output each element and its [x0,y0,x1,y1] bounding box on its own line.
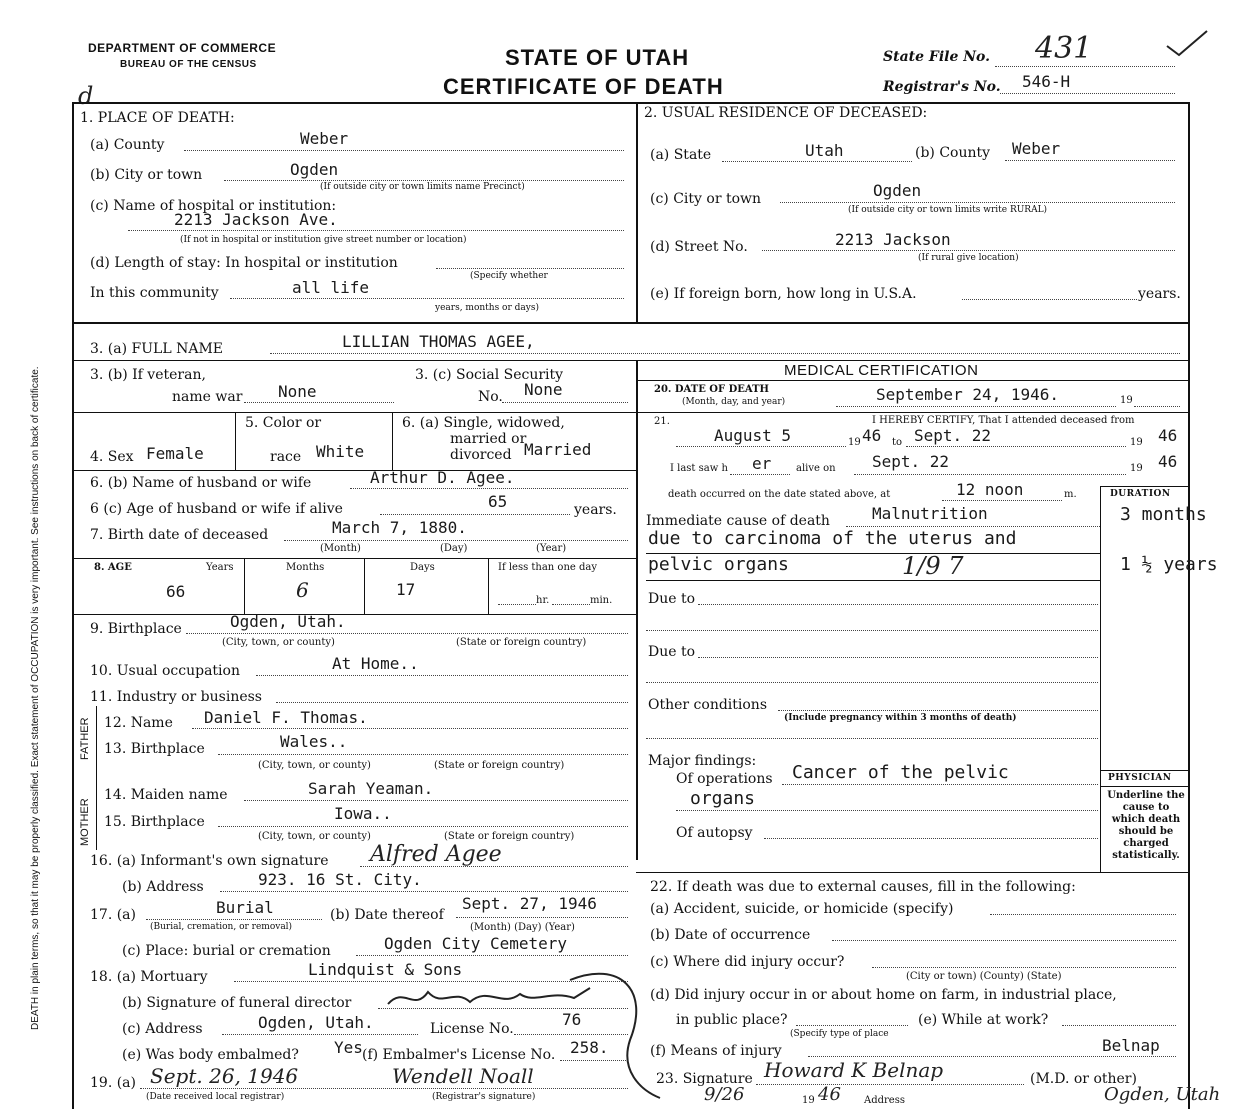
county-value: Weber [300,129,349,148]
physician-note: Underline the cause to which death should be charged statistically. [1107,790,1185,861]
father-birth-note-city: (City, town, or county) [258,760,371,771]
other-conditions-note: (Include pregnancy within 3 months of death) [784,713,1017,723]
occupation-label: 10. Usual occupation [90,663,240,679]
ext-d2-label: in public place? [676,1012,788,1028]
father-name-value: Daniel F. Thomas. [204,708,368,727]
physician-address: Ogden, Utah [1104,1084,1221,1105]
major-findings-label: Major findings: [648,753,757,769]
res-street-value: 2213 Jackson [835,230,951,249]
birth-label: 7. Birth date of deceased [90,527,269,543]
mortuary-value: Lindquist & Sons [308,960,463,979]
operations-label: Of operations [676,771,773,787]
registrar-label: Registrar's No. [883,79,1001,95]
years-label: years. [574,502,617,518]
mother-birth-value: Iowa.. [334,804,392,823]
immediate-duration: 3 months [1120,504,1207,525]
city-note: (If outside city or town limits name Precinct) [320,182,525,192]
operations-value: Cancer of the pelvic [792,762,1009,783]
physician-signature: Howard K Belnap [764,1058,944,1082]
date-of-death-value: September 24, 1946. [876,385,1060,404]
license-label: License No. [430,1021,514,1037]
informant-label: 16. (a) Informant's own signature [90,853,329,869]
to-label: to [892,437,903,448]
date-of-death-suffix: 19 [1120,395,1133,406]
signature-label: 23. Signature [656,1071,753,1087]
md-label: (M.D. or other) [1030,1071,1137,1087]
occupation-value: At Home.. [332,654,419,673]
ext-d-note: (Specify type of place [790,1029,889,1039]
stay-note-2: years, months or days) [435,303,539,313]
received-note-sig: (Registrar's signature) [432,1092,536,1102]
date-of-death-note: (Month, day, and year) [682,397,786,407]
signature-date: 9/26 [704,1084,745,1105]
industry-label: 11. Industry or business [90,689,262,705]
embalmer-value: 258. [570,1038,609,1057]
state-file-label: State File No. [883,49,991,65]
margin-instructions: DEATH in plain terms, so that it may be properly classified. Exact statement of OCCUPATION is very important. See instructions on back of certificate. [30,366,41,1030]
state-file-number: 431 [1035,31,1093,66]
less-than-day-label: If less than one day [498,562,597,573]
duration-header: DURATION [1110,489,1171,499]
stay-note: (Specify whether [470,271,548,281]
min-label: min. [590,595,613,606]
county-label: (a) County [90,137,165,153]
mother-birth-note-state: (State or foreign country) [444,831,575,842]
ext-e-label: (e) While at work? [918,1012,1049,1028]
marital-value: Married [524,440,592,459]
mortuary-address-value: Ogden, Utah. [258,1013,374,1032]
last-saw-her: er [752,454,772,473]
res-city-label: (c) City or town [650,191,762,207]
informant-address-value: 923. 16 St. City. [258,870,422,889]
veteran-label: 3. (b) If veteran, [90,367,206,383]
mother-tag: MOTHER [79,798,91,846]
birthplace-label: 9. Birthplace [90,621,182,637]
medical-heading: MEDICAL CERTIFICATION [784,362,979,379]
attend-from-year: 46 [862,426,882,445]
residence-heading: 2. USUAL RESIDENCE OF DECEASED: [644,105,928,121]
certify-number: 21. [654,416,670,427]
age-months-value: 6 [296,578,309,602]
mother-maiden-label: 14. Maiden name [104,787,228,803]
hospital-label: (c) Name of hospital or institution: [90,198,337,214]
father-birth-label: 13. Birthplace [104,741,205,757]
death-time: 12 noon [956,480,1024,499]
father-tag: FATHER [79,717,91,760]
checkmark-icon [1165,28,1210,58]
code-mark: 1/9 7 [902,552,964,580]
ext-a-label: (a) Accident, suicide, or homicide (specify) [650,901,954,917]
due-to-line-1: due to carcinoma of the uterus and [648,528,1017,549]
received-date: Sept. 26, 1946 [150,1064,299,1088]
res-county-label: (b) County [915,145,991,161]
foreign-label: (e) If foreign born, how long in U.S.A. [650,286,917,302]
external-causes-label: 22. If death was due to external causes, fill in the following: [650,879,1076,895]
age-days-header: Days [410,562,435,573]
due-to-duration: 1 ½ years [1120,554,1218,575]
hr-label: hr. [536,595,550,606]
attend-to-year: 46 [1158,426,1178,445]
hospital-value: 2213 Jackson Ave. [174,210,338,229]
city-value: Ogden [290,160,339,179]
birthplace-note-state: (State or foreign country) [456,637,587,648]
last-saw-date: Sept. 22 [872,452,950,471]
res-city-note: (If outside city or town limits write RURAL) [848,205,1048,215]
age-days-value: 17 [396,580,416,599]
attend-from: August 5 [714,426,792,445]
date-thereof-value: Sept. 27, 1946 [462,894,597,913]
last-saw-year: 46 [1158,452,1178,471]
birth-value: March 7, 1880. [332,518,467,537]
signature-year: 46 [818,1084,841,1105]
age-years-value: 66 [166,582,186,601]
ss-no-label: No. [478,389,503,405]
autopsy-label: Of autopsy [676,825,753,841]
ext-c-note: (City or town) (County) (State) [906,971,1062,982]
ext-f-value: Belnap [1102,1036,1160,1055]
age-months-header: Months [286,562,325,573]
birthplace-value: Ogden, Utah. [230,612,346,631]
mortuary-label: 18. (a) Mortuary [90,969,208,985]
res-street-note: (If rural give location) [918,253,1019,263]
marital-label: 6. (a) Single, widowed, [402,415,565,431]
sex-value: Female [146,444,204,463]
father-birth-note-state: (State or foreign country) [434,760,565,771]
husband-age-label: 6 (c) Age of husband or wife if alive [90,501,343,517]
ext-c-label: (c) Where did injury occur? [650,954,845,970]
birth-year-note: (Year) [536,543,567,554]
other-conditions-label: Other conditions [648,697,768,713]
color-label: 5. Color or [245,415,322,431]
bureau-label: BUREAU OF THE CENSUS [120,59,257,70]
hospital-note: (If not in hospital or institution give street number or location) [180,235,467,245]
date-thereof-label: (b) Date thereof [330,907,444,923]
res-city-value: Ogden [873,181,922,200]
m-suffix: m. [1064,489,1077,500]
received-note-date: (Date received local registrar) [146,1092,285,1102]
age-label: 8. AGE [94,562,132,573]
full-name-label: 3. (a) FULL NAME [90,341,223,357]
last-saw-label: I last saw h [670,463,728,474]
race-value: White [316,442,365,461]
ext-f-label: (f) Means of injury [650,1043,782,1059]
due-to-label-2: Due to [648,644,696,660]
date-thereof-note: (Month) (Day) (Year) [470,922,575,933]
certificate-title: CERTIFICATE OF DEATH [443,74,724,99]
due-to-line-2: pelvic organs [648,554,789,575]
state-title: STATE OF UTAH [505,45,690,70]
embalmer-label: (f) Embalmer's License No. [362,1047,556,1063]
full-name-value: LILLIAN THOMAS AGEE, [342,332,535,351]
immediate-cause-label: Immediate cause of death [646,513,830,529]
date-of-death-label: 20. DATE OF DEATH [654,384,769,395]
ext-d-label: (d) Did injury occur in or about home on farm, in industrial place, [650,987,1117,1003]
signature-flourish [560,960,670,1100]
res-street-label: (d) Street No. [650,239,748,255]
ext-b-label: (b) Date of occurrence [650,927,811,943]
burial-label: 17. (a) [90,907,136,923]
attend-to-19: 19 [1130,437,1143,448]
alive-on-label: alive on [796,463,836,474]
mother-birth-label: 15. Birthplace [104,814,205,830]
informant-address-label: (b) Address [122,879,204,895]
informant-signature: Alfred Agee [370,842,502,867]
department-label: DEPARTMENT OF COMMERCE [88,41,277,55]
age-years-header: Years [206,562,234,573]
license-value: 76 [562,1010,582,1029]
city-label: (b) City or town [90,167,203,183]
ss-label: 3. (c) Social Security [415,367,564,383]
ss-value: None [524,380,563,399]
birthplace-note-city: (City, town, or county) [222,637,335,648]
father-name-label: 12. Name [104,715,173,731]
burial-note: (Burial, cremation, or removal) [150,922,293,932]
war-label: name war [172,389,243,405]
race-label: race [270,449,302,465]
embalmed-label: (e) Was body embalmed? [122,1047,299,1063]
birth-month-note: (Month) [320,543,361,554]
stay-label: (d) Length of stay: In hospital or institution [90,255,398,271]
director-label: (b) Signature of funeral director [122,995,352,1011]
place-burial-label: (c) Place: burial or cremation [122,943,331,959]
res-state-label: (a) State [650,147,712,163]
father-birth-value: Wales.. [280,732,348,751]
mother-maiden-value: Sarah Yeaman. [308,779,434,798]
physician-header: PHYSICIAN [1108,773,1172,783]
marital-label-2: married or [450,431,527,447]
community-value: all life [292,278,370,297]
place-of-death-heading: 1. PLACE OF DEATH: [80,110,235,126]
embalmed-value: Yes [334,1038,363,1057]
mother-birth-note-city: (City, town, or county) [258,831,371,842]
registrar-number: 546-H [1022,72,1071,91]
certify-text: I HEREBY CERTIFY, That I attended deceased from [872,415,1135,426]
husband-label: 6. (b) Name of husband or wife [90,475,312,491]
last-saw-19: 19 [1130,463,1143,474]
attend-from-19: 19 [848,437,861,448]
burial-value: Burial [216,898,274,917]
foreign-unit: years. [1138,286,1181,302]
birth-day-note: (Day) [440,543,468,554]
operations-value-2: organs [690,788,756,809]
physician-address-label: Address [864,1095,905,1106]
war-value: None [278,382,317,401]
sex-label: 4. Sex [90,449,134,465]
community-label: In this community [90,285,219,301]
death-occurred-label: death occurred on the date stated above, at [668,489,891,500]
due-to-label-1: Due to [648,591,696,607]
received-label: 19. (a) [90,1075,136,1091]
res-county-value: Weber [1012,139,1061,158]
marital-label-3: divorced [450,447,512,463]
registrar-signature: Wendell Noall [392,1064,534,1088]
immediate-cause-value: Malnutrition [872,504,988,523]
husband-age-value: 65 [488,492,508,511]
mortuary-address-label: (c) Address [122,1021,203,1037]
attend-to: Sept. 22 [914,426,992,445]
corner-mark: d [78,82,94,110]
husband-value: Arthur D. Agee. [370,468,515,487]
res-state-value: Utah [805,141,844,160]
place-burial-value: Ogden City Cemetery [384,934,568,953]
